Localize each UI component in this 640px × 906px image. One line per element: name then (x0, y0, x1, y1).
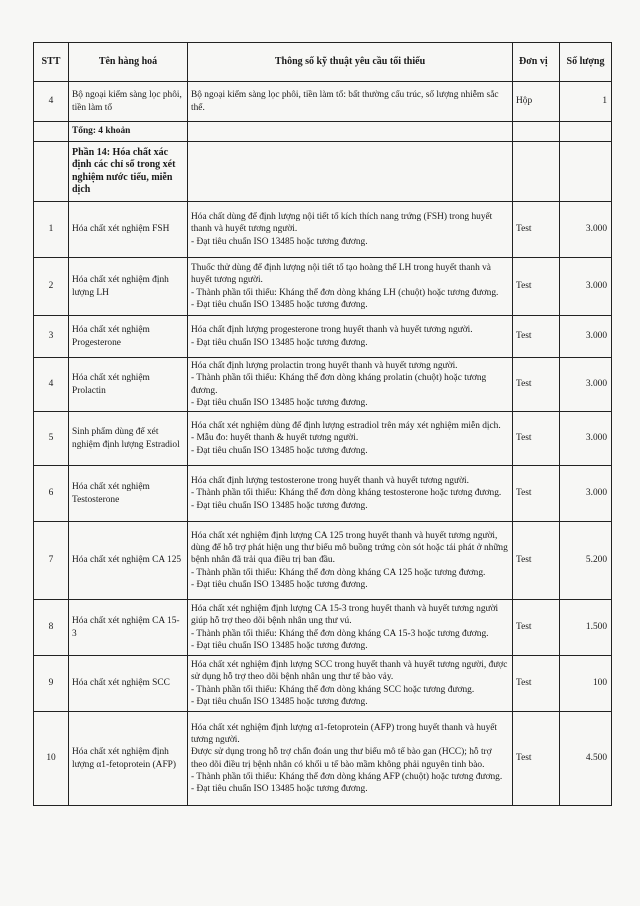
spec-line: - Đạt tiêu chuẩn ISO 13485 hoặc tương đương. (191, 337, 368, 348)
row-stt: 1 (34, 202, 69, 258)
row-qty: 1.500 (560, 600, 612, 656)
row-unit: Test (513, 316, 560, 358)
section-title: Phần 14: Hóa chất xác định các chỉ số trong xét nghiệm nước tiểu, miễn dịch (69, 142, 188, 202)
row-qty: 3.000 (560, 316, 612, 358)
row-name: Hóa chất xét nghiệm Testosterone (69, 466, 188, 522)
row-qty: 1 (560, 82, 612, 122)
row-spec (188, 712, 513, 806)
spec-line: - Đạt tiêu chuẩn ISO 13485 hoặc tương đương. (191, 783, 368, 794)
spec-line: - Đạt tiêu chuẩn ISO 13485 hoặc tương đương. (191, 299, 368, 310)
row-spec (188, 258, 513, 316)
table-row (34, 656, 612, 712)
row-qty: 4.500 (560, 712, 612, 806)
row-name: Hóa chất xét nghiệm FSH (69, 202, 188, 258)
row-stt: 4 (34, 358, 69, 412)
spec-line: - Thành phần tối thiểu: Kháng thể đơn dòng kháng CA 15-3 hoặc tương đương. (191, 628, 489, 639)
row-name: Hóa chất xét nghiệm Progesterone (69, 316, 188, 358)
table-row (34, 466, 612, 522)
row-stt: 8 (34, 600, 69, 656)
row-spec (188, 202, 513, 258)
row-unit: Test (513, 466, 560, 522)
spec-line: - Thành phần tối thiểu: Kháng thể đơn dòng kháng SCC hoặc tương đương. (191, 684, 475, 695)
goods-spec-table (33, 42, 612, 806)
total-label: Tổng: 4 khoản (69, 122, 188, 142)
row-qty: 100 (560, 656, 612, 712)
table-row (34, 712, 612, 806)
table-row (34, 316, 612, 358)
header-qty: Số lượng (560, 43, 612, 82)
spec-line: Hóa chất xét nghiệm dùng để định lượng estradiol trên máy xét nghiệm miễn dịch. (191, 421, 501, 432)
header-unit: Đơn vị (513, 43, 560, 82)
row-name: Hóa chất xét nghiệm CA 125 (69, 522, 188, 600)
header-spec: Thông số kỹ thuật yêu cầu tối thiểu (188, 43, 513, 82)
row-stt: 7 (34, 522, 69, 600)
spec-line: - Đạt tiêu chuẩn ISO 13485 hoặc tương đương. (191, 445, 368, 456)
row-unit: Hộp (513, 82, 560, 122)
row-unit: Test (513, 600, 560, 656)
spec-line: - Thành phần tối thiểu: Kháng thể đơn dòng kháng LH (chuột) hoặc tương đương. (191, 287, 499, 298)
row-spec (188, 82, 513, 122)
spec-line: - Thành phần tối thiểu: Kháng thể đơn dòng kháng AFP (chuột) hoặc tương đương. (191, 771, 503, 782)
section-row (34, 142, 612, 202)
row-spec (188, 412, 513, 466)
row-qty: 3.000 (560, 202, 612, 258)
table-row (34, 412, 612, 466)
row-stt: 6 (34, 466, 69, 522)
table-row (34, 202, 612, 258)
row-name: Hóa chất xét nghiệm Prolactin (69, 358, 188, 412)
row-unit: Test (513, 202, 560, 258)
table-row (34, 522, 612, 600)
spec-line: - Thành phần tối thiểu: Kháng thể đơn dòng kháng CA 125 hoặc tương đương. (191, 567, 486, 578)
spec-line: - Thành phần tối thiểu: Kháng thể đơn dòng kháng prolatin (chuột) hoặc tương đương. (191, 373, 487, 396)
row-spec (188, 522, 513, 600)
spec-line: Hóa chất xét nghiệm định lượng CA 125 trong huyết thanh và huyết tương người, dùng để hỗ trợ phát hiện ung thư biểu mô buồng trứng còn sót hoặc tái phát ở những bệnh nhân đã trải qua điều trị ban đầu. (191, 531, 508, 566)
header-name: Tên hàng hoá (69, 43, 188, 82)
spec-line: Hóa chất xét nghiệm định lượng CA 15-3 trong huyết thanh và huyết tương người giúp hỗ trợ theo dõi bệnh nhân ung thư vú. (191, 604, 499, 627)
spec-line: Hóa chất xét nghiệm định lượng α1-fetoprotein (AFP) trong huyết thanh và huyết tương người. (191, 723, 498, 746)
table-row (34, 82, 612, 122)
table-row (34, 258, 612, 316)
row-name: Bộ ngoại kiểm sàng lọc phôi, tiền làm tổ (69, 82, 188, 122)
row-stt: 9 (34, 656, 69, 712)
row-name: Hóa chất xét nghiệm định lượng LH (69, 258, 188, 316)
row-unit: Test (513, 712, 560, 806)
table-row (34, 358, 612, 412)
row-qty: 3.000 (560, 258, 612, 316)
row-qty: 5.200 (560, 522, 612, 600)
row-spec (188, 358, 513, 412)
row-qty: 3.000 (560, 412, 612, 466)
spec-line: - Thành phần tối thiểu: Kháng thể đơn dòng kháng testosterone hoặc tương đương. (191, 488, 502, 499)
row-unit: Test (513, 258, 560, 316)
spec-line: Hóa chất dùng để định lượng nội tiết tố kích thích nang trứng (FSH) trong huyết thanh và huyết tương người. (191, 212, 493, 235)
spec-line: Hóa chất định lượng prolactin trong huyết thanh và huyết tương người. (191, 361, 458, 372)
spec-line: Bộ ngoại kiểm sàng lọc phôi, tiền làm tổ: bất thường cấu trúc, số lượng nhiễm sắc thể. (191, 90, 499, 113)
row-qty: 3.000 (560, 466, 612, 522)
row-unit: Test (513, 522, 560, 600)
row-unit: Test (513, 358, 560, 412)
spec-line: - Đạt tiêu chuẩn ISO 13485 hoặc tương đương. (191, 236, 368, 247)
row-name: Hóa chất xét nghiệm định lượng α1-fetoprotein (AFP) (69, 712, 188, 806)
row-name: Hóa chất xét nghiệm CA 15-3 (69, 600, 188, 656)
item-rows (34, 202, 612, 806)
row-stt: 4 (34, 82, 69, 122)
row-qty: 3.000 (560, 358, 612, 412)
spec-line: Hóa chất định lượng progesterone trong huyết thanh và huyết tương người. (191, 325, 473, 336)
row-name: Sinh phẩm dùng để xét nghiệm định lượng Estradiol (69, 412, 188, 466)
row-spec (188, 656, 513, 712)
row-unit: Test (513, 656, 560, 712)
table-row (34, 600, 612, 656)
spec-line: Hóa chất định lượng testosterone trong huyết thanh và huyết tương người. (191, 476, 469, 487)
header-stt: STT (34, 43, 69, 82)
row-stt: 10 (34, 712, 69, 806)
spec-line: - Đạt tiêu chuẩn ISO 13485 hoặc tương đương. (191, 579, 368, 590)
row-spec (188, 316, 513, 358)
row-unit: Test (513, 412, 560, 466)
spec-line: Thuốc thử dùng để định lượng nội tiết tố tạo hoàng thể LH trong huyết thanh và huyết tương người. (191, 263, 491, 286)
spec-line: - Đạt tiêu chuẩn ISO 13485 hoặc tương đương. (191, 500, 368, 511)
spec-line: Được sử dụng trong hỗ trợ chẩn đoán ung thư biểu mô tế bào gan (HCC); hỗ trợ theo dõi điều trị bệnh nhân có khối u tế bào mầm không phải nguyên tinh bào. (191, 747, 492, 770)
row-name: Hóa chất xét nghiệm SCC (69, 656, 188, 712)
row-stt: 3 (34, 316, 69, 358)
spec-line: Hóa chất xét nghiệm định lượng SCC trong huyết thanh và huyết tương người, được sử dụng hỗ trợ theo dõi bệnh nhân ung thư tế bào vảy. (191, 660, 508, 683)
row-stt: 2 (34, 258, 69, 316)
spec-line: - Đạt tiêu chuẩn ISO 13485 hoặc tương đương. (191, 397, 368, 408)
total-row (34, 122, 612, 142)
row-stt: 5 (34, 412, 69, 466)
spec-line: - Đạt tiêu chuẩn ISO 13485 hoặc tương đương. (191, 696, 368, 707)
spec-line: - Đạt tiêu chuẩn ISO 13485 hoặc tương đương. (191, 640, 368, 651)
table-header-row (34, 43, 612, 82)
row-spec (188, 600, 513, 656)
spec-line: - Mẫu đo: huyết thanh & huyết tương người. (191, 433, 359, 444)
row-spec (188, 466, 513, 522)
document-page (33, 42, 611, 806)
